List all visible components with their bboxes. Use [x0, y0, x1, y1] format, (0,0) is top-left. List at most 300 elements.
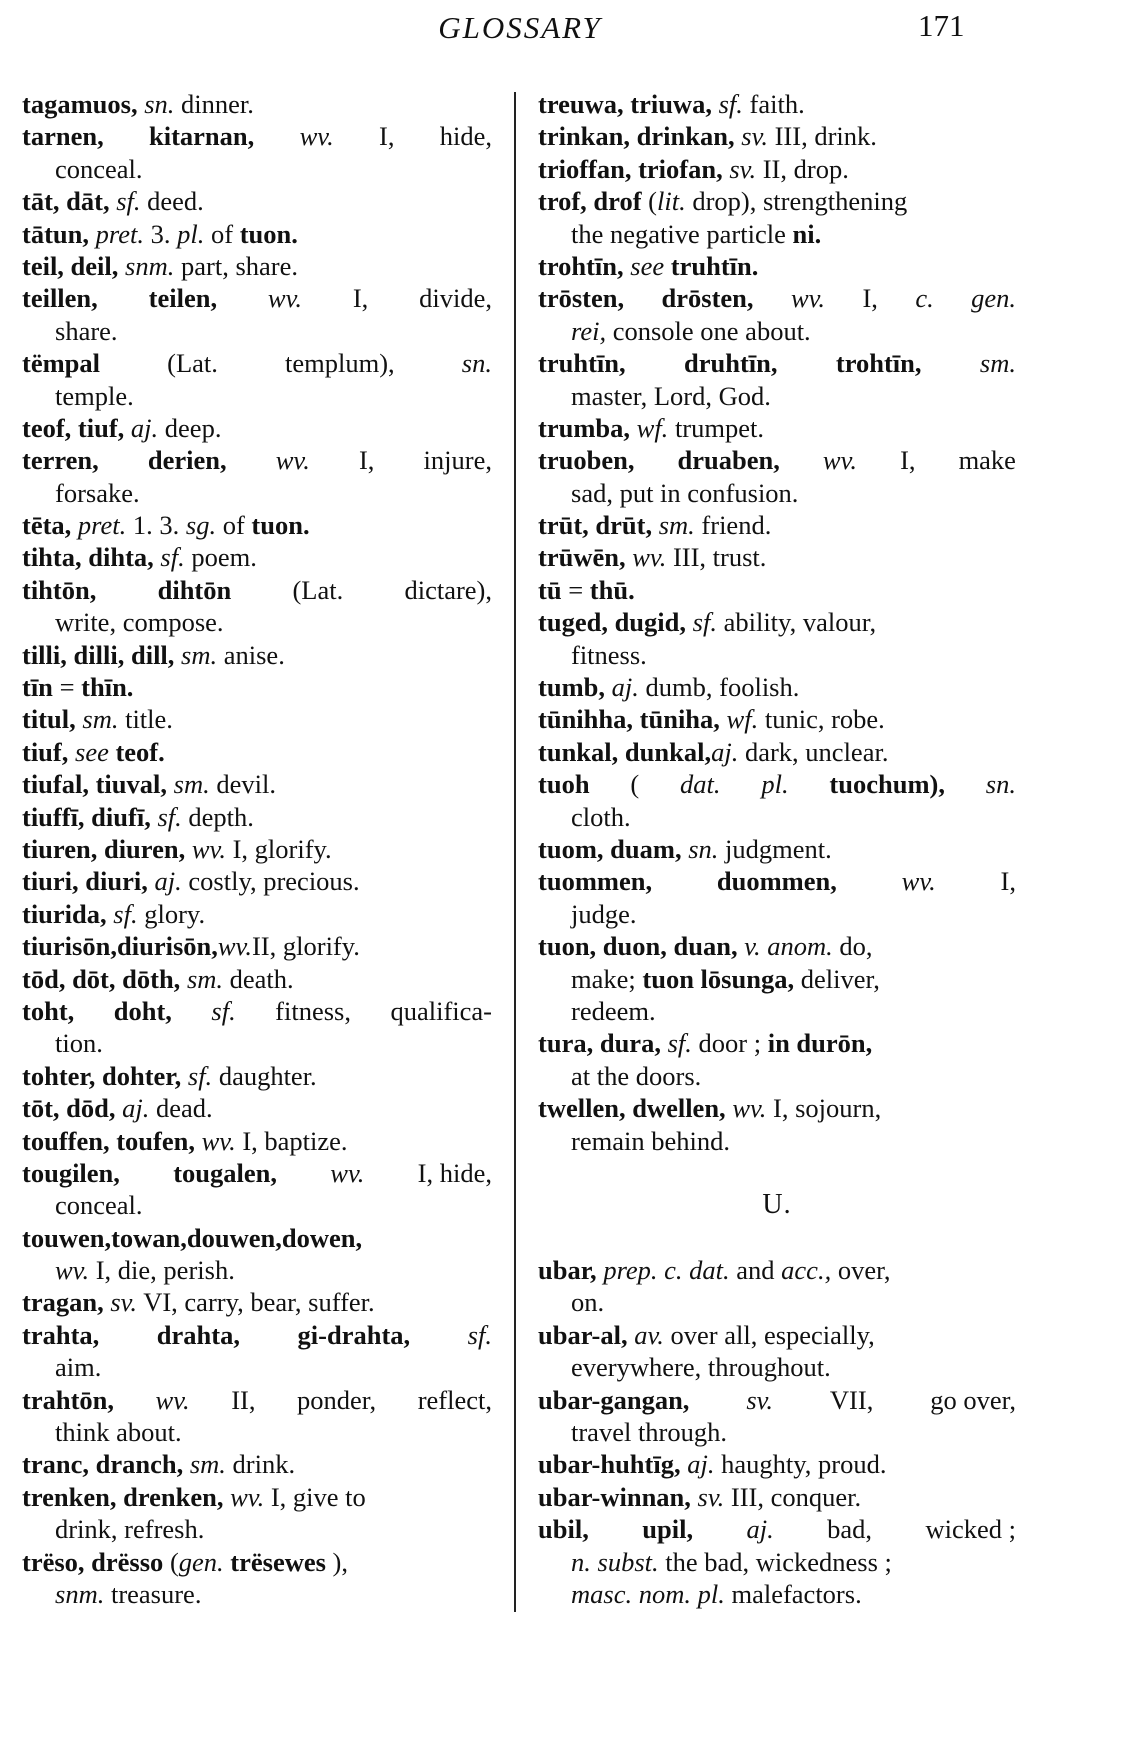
- entry-continuation-line: [538, 218, 1016, 250]
- definition-text: remain behind.: [571, 1125, 730, 1156]
- headword: tū: [538, 574, 562, 605]
- entry-continuation-line: [22, 315, 492, 347]
- definition-text: III, drink.: [767, 121, 877, 152]
- headword: tihtōn,: [22, 574, 97, 605]
- headword: kitarnan,: [149, 121, 255, 152]
- grammar-abbrev: sf.: [718, 89, 743, 119]
- grammar-abbrev: aj.: [154, 866, 182, 897]
- definition-text: deliver,: [794, 963, 880, 994]
- headword: tiuffī, diufī,: [22, 801, 151, 832]
- definition-text: do,: [832, 931, 873, 962]
- entry-line: [22, 736, 492, 768]
- headword: trumba,: [538, 412, 631, 443]
- definition-text: qualifica-: [390, 995, 492, 1026]
- grammar-abbrev: sm.: [658, 510, 695, 541]
- grammar-abbrev: wv.: [330, 1157, 365, 1188]
- headword: touwen,towan,douwen,dowen,: [22, 1222, 363, 1253]
- grammar-abbrev: sm.: [979, 348, 1016, 379]
- entry-line: [538, 250, 1016, 282]
- grammar-abbrev: wv.: [55, 1255, 90, 1286]
- entry-line: [538, 120, 1016, 152]
- definition-text: over all, especially,: [663, 1319, 875, 1350]
- entry-continuation-line: [22, 477, 492, 509]
- entry-continuation-line: [538, 1416, 1016, 1448]
- entry-continuation-line: [538, 1125, 1016, 1157]
- definition-text: share.: [55, 315, 118, 346]
- grammar-abbrev: sm.: [186, 963, 224, 994]
- entry-line: [22, 703, 492, 735]
- grammar-abbrev: sn.: [688, 833, 719, 864]
- grammar-abbrev: sm.: [173, 769, 210, 800]
- headword: trohtīn,: [538, 250, 624, 281]
- entry-line: [538, 1481, 1016, 1513]
- definition-text: [124, 413, 131, 443]
- headword: druaben,: [677, 445, 780, 476]
- grammar-abbrev: aj.: [687, 1449, 715, 1480]
- headword: drōsten,: [661, 283, 754, 314]
- grammar-abbrev: sm.: [189, 1449, 226, 1480]
- entry-line: [538, 153, 1016, 185]
- headword: tātun,: [22, 218, 90, 249]
- grammar-abbrev: sn.: [461, 348, 492, 379]
- definition-text: sad, put in confusion.: [571, 477, 799, 508]
- entry-line: [22, 898, 492, 930]
- definition-text: II, glorify.: [251, 931, 360, 962]
- grammar-abbrev: aj.: [611, 672, 639, 703]
- definition-text: bad,: [827, 1514, 873, 1545]
- grammar-abbrev: sf.: [160, 542, 185, 573]
- headword: tēta,: [22, 510, 72, 541]
- headword: trinkan, drinkan,: [538, 121, 735, 152]
- definition-text: ability, valour,: [716, 607, 877, 638]
- entry-line: [538, 1319, 1016, 1351]
- grammar-abbrev: n. subst.: [571, 1546, 659, 1577]
- column-divider: [514, 92, 516, 1612]
- entry-line: [22, 120, 492, 152]
- definition-text: redeem.: [571, 995, 656, 1026]
- definition-text: fitness.: [571, 639, 647, 670]
- definition-text: think about.: [55, 1417, 182, 1448]
- definition-text: devil.: [209, 769, 276, 800]
- grammar-abbrev: aj.: [130, 412, 159, 443]
- grammar-abbrev: wv.: [191, 833, 226, 864]
- definition-text: [712, 89, 719, 119]
- definition-text: I,: [352, 283, 369, 314]
- entry-line: [22, 282, 492, 314]
- definition-text: =: [561, 574, 590, 605]
- grammar-abbrev: sm.: [181, 639, 218, 670]
- headword: ubar-al,: [538, 1319, 628, 1350]
- definition-text: travel through.: [571, 1417, 728, 1448]
- definition-text: dictare),: [404, 574, 492, 605]
- definition-text: VII,: [829, 1384, 874, 1415]
- definition-text: dead.: [149, 1093, 213, 1124]
- headword: trūt, drūt,: [538, 510, 653, 541]
- headword: tāt, dāt,: [22, 186, 110, 217]
- headword: truoben,: [538, 445, 635, 476]
- page-number: 171: [918, 8, 965, 43]
- definition-text: write, compose.: [55, 607, 224, 638]
- headword: teof.: [115, 736, 165, 767]
- headword: ni.: [792, 218, 822, 249]
- grammar-abbrev: pl.: [177, 218, 205, 249]
- definition-text: hide,: [439, 121, 492, 152]
- grammar-abbrev: sf.: [692, 607, 717, 638]
- grammar-abbrev: sn.: [144, 89, 175, 119]
- definition-text: wicked ;: [925, 1514, 1016, 1545]
- grammar-abbrev: sf.: [187, 1060, 213, 1091]
- definition-text: I, glorify.: [225, 833, 332, 864]
- definition-text: part, share.: [174, 250, 298, 281]
- definition-text: [605, 672, 612, 702]
- definition-text: (: [641, 186, 657, 217]
- definition-text: deep.: [158, 412, 222, 443]
- grammar-abbrev: aj.: [711, 736, 739, 767]
- entry-line: [22, 412, 492, 444]
- grammar-abbrev: lit.: [656, 186, 686, 217]
- entry-line: [22, 574, 492, 606]
- definition-text: 3.: [143, 218, 178, 249]
- grammar-abbrev: pret.: [95, 218, 144, 249]
- entry-continuation-line: [22, 1189, 492, 1221]
- headword: tiuri, diuri,: [22, 866, 148, 897]
- headword: tiurisōn,diurisōn,: [22, 931, 218, 962]
- headword: trenken, drenken,: [22, 1481, 224, 1512]
- grammar-abbrev: gen.: [971, 283, 1016, 314]
- entry-line: [538, 703, 1016, 735]
- grammar-abbrev: pl.: [761, 769, 789, 800]
- headword: tuommen,: [538, 866, 653, 897]
- headword: tura, dura,: [538, 1028, 661, 1059]
- headword: tōt, dōd,: [22, 1093, 116, 1124]
- definition-text: conceal.: [55, 1190, 143, 1221]
- definition-text: VI, carry, bear, suffer.: [137, 1287, 375, 1318]
- definition-text: injure,: [423, 445, 492, 476]
- entry-continuation-line: [22, 1351, 492, 1383]
- headword: tiufal, tiuval,: [22, 769, 168, 800]
- definition-text: death.: [223, 963, 294, 994]
- headword: thīn.: [81, 672, 134, 703]
- headword: tougalen,: [173, 1157, 277, 1188]
- definition-text: trumpet.: [668, 412, 764, 443]
- entry-line: [22, 1384, 492, 1416]
- definition-text: door ;: [691, 1028, 768, 1059]
- headword: duommen,: [716, 866, 837, 897]
- entry-continuation-line: [538, 1060, 1016, 1092]
- definition-text: templum),: [285, 348, 395, 379]
- entry-line: [22, 833, 492, 865]
- headword: drahta,: [156, 1319, 240, 1350]
- entry-line: [22, 1222, 492, 1254]
- entry-line: [538, 865, 1016, 897]
- definition-text: fitness,: [275, 995, 351, 1026]
- entry-line: [538, 541, 1016, 573]
- headword: thū.: [589, 574, 635, 605]
- entry-line: [538, 930, 1016, 962]
- grammar-abbrev: sm.: [82, 704, 119, 735]
- headword: titul,: [22, 704, 76, 735]
- definition-text: depth.: [181, 801, 254, 832]
- entry-line: [538, 509, 1016, 541]
- entry-line: [22, 185, 492, 217]
- headword: dihtōn: [157, 574, 232, 605]
- headword: trësewes: [230, 1546, 326, 1577]
- definition-text: faith.: [742, 89, 805, 119]
- definition-text: [720, 704, 727, 734]
- entry-continuation-line: [22, 1416, 492, 1448]
- headword: tuom, duam,: [538, 833, 682, 864]
- headword: tiurida,: [22, 898, 107, 929]
- headword: truhtīn,: [538, 348, 626, 379]
- headword: tuochum),: [829, 769, 945, 800]
- entry-line: [538, 185, 1016, 217]
- definition-text: [661, 1028, 668, 1058]
- entry-line: [22, 218, 492, 250]
- definition-text: tion.: [55, 1028, 103, 1059]
- headword: trahta,: [22, 1319, 100, 1350]
- headword: tarnen,: [22, 121, 104, 152]
- headword: tougilen,: [22, 1157, 120, 1188]
- grammar-abbrev: snm.: [125, 250, 175, 281]
- entry-continuation-line: [538, 1351, 1016, 1383]
- definition-text: treasure.: [104, 1578, 202, 1609]
- definition-text: (: [630, 769, 640, 800]
- entry-continuation-line: [538, 315, 1016, 347]
- entry-line: [538, 1092, 1016, 1124]
- entry-continuation-line: [22, 380, 492, 412]
- grammar-abbrev: sv.: [729, 153, 757, 184]
- headword: upil,: [642, 1514, 694, 1545]
- definition-text: [68, 737, 75, 767]
- entry-line: [22, 1125, 492, 1157]
- entry-continuation-line: [538, 380, 1016, 412]
- headword: tilli, dilli, dill,: [22, 639, 175, 670]
- headword: tumb,: [538, 672, 606, 703]
- headword: tūnihha, tūniha,: [538, 704, 720, 735]
- entry-continuation-line: [538, 1546, 1016, 1578]
- entry-line: [22, 1546, 492, 1578]
- grammar-abbrev: sn.: [985, 769, 1016, 800]
- definition-text: tunic, robe.: [758, 704, 885, 735]
- definition-text: judgment.: [718, 833, 832, 864]
- grammar-abbrev: wv.: [732, 1093, 767, 1124]
- definition-text: forsake.: [55, 477, 140, 508]
- definition-text: dinner.: [174, 89, 254, 119]
- entry-line: [22, 347, 492, 379]
- definition-text: I,: [379, 121, 395, 152]
- entry-line: [538, 1448, 1016, 1480]
- definition-text: I, sojourn,: [766, 1093, 882, 1124]
- definition-text: [89, 219, 96, 249]
- definition-text: friend.: [694, 510, 772, 541]
- definition-text: of: [204, 218, 240, 249]
- headword: ubil,: [538, 1514, 589, 1545]
- entry-line: [22, 444, 492, 476]
- grammar-abbrev: aj.: [746, 1514, 774, 1545]
- definition-text: [167, 769, 174, 799]
- headword: ubar-gangan,: [538, 1384, 690, 1415]
- grammar-abbrev: wv.: [230, 1481, 265, 1512]
- headword: ubar-huhtīg,: [538, 1449, 681, 1480]
- definition-text: [652, 510, 659, 540]
- grammar-abbrev: gen.: [178, 1546, 224, 1577]
- entry-continuation-line: [538, 477, 1016, 509]
- headword: tuged, dugid,: [538, 607, 687, 638]
- headword: tëmpal: [22, 348, 101, 379]
- headword: tranc, dranch,: [22, 1449, 184, 1480]
- definition-text: I,: [1000, 866, 1016, 897]
- headword: treuwa, triuwa,: [538, 89, 712, 119]
- grammar-abbrev: see: [630, 250, 665, 281]
- grammar-abbrev: aj.: [122, 1093, 150, 1124]
- entry-continuation-line: [22, 153, 492, 185]
- grammar-abbrev: wv.: [822, 445, 858, 476]
- entry-line: [538, 574, 1016, 606]
- definition-text: dumb, foolish.: [638, 672, 800, 703]
- spacer: [538, 1222, 1016, 1254]
- entry-continuation-line: [22, 1513, 492, 1545]
- entry-line: [22, 509, 492, 541]
- definition-text: console one about.: [606, 315, 811, 346]
- definition-text: I, give to: [264, 1481, 366, 1512]
- headword: tiuf,: [22, 736, 69, 767]
- headword: tiuren, diuren,: [22, 833, 186, 864]
- headword: tihta, dihta,: [22, 542, 154, 573]
- headword: twellen, dwellen,: [538, 1093, 726, 1124]
- definition-text: ponder,: [297, 1384, 377, 1415]
- definition-text: =: [52, 672, 82, 703]
- definition-text: deed.: [140, 186, 204, 217]
- headword: teil, deil,: [22, 250, 119, 281]
- grammar-abbrev: sv.: [741, 121, 768, 152]
- grammar-abbrev: sv.: [697, 1481, 725, 1512]
- headword: tuon lōsunga,: [642, 963, 795, 994]
- definition-text: [71, 510, 78, 540]
- definition-text: malefactors.: [724, 1578, 862, 1609]
- headword: druhtīn,: [683, 348, 778, 379]
- definition-text: (Lat.: [292, 574, 344, 605]
- headword: teillen,: [22, 283, 98, 314]
- headword: tīn: [22, 672, 53, 703]
- definition-text: [686, 607, 693, 637]
- definition-text: III, trust.: [666, 542, 767, 573]
- definition-text: cloth.: [571, 801, 631, 832]
- definition-text: II, drop.: [756, 153, 849, 184]
- headword: trëso, drësso: [22, 1546, 164, 1577]
- definition-text: go over,: [930, 1384, 1016, 1415]
- entry-line: [538, 1384, 1016, 1416]
- entry-line: [538, 282, 1016, 314]
- entry-line: [22, 541, 492, 573]
- entry-line: [22, 88, 492, 120]
- grammar-abbrev: wf.: [726, 704, 759, 735]
- definition-text: everywhere, throughout.: [571, 1352, 831, 1383]
- grammar-abbrev: c.: [915, 283, 934, 314]
- headword: trohtīn,: [835, 348, 922, 379]
- definition-text: I,: [358, 445, 375, 476]
- grammar-abbrev: see: [75, 736, 109, 767]
- entry-line: [22, 1157, 492, 1189]
- grammar-abbrev: pret.: [77, 510, 127, 541]
- grammar-abbrev: sv.: [110, 1287, 138, 1318]
- headword: teof, tiuf,: [22, 412, 125, 443]
- headword: trahtōn,: [22, 1384, 115, 1415]
- definition-text: haughty, proud.: [714, 1449, 887, 1480]
- definition-text: II,: [231, 1384, 256, 1415]
- glossary-column-right: [538, 88, 1016, 1610]
- definition-text: costly, precious.: [181, 866, 360, 897]
- entry-continuation-line: [538, 963, 1016, 995]
- definition-text: [183, 1449, 190, 1479]
- entry-line: [22, 639, 492, 671]
- entry-line: [22, 1319, 492, 1351]
- definition-text: drop), strengthening: [685, 186, 908, 217]
- headword: tunkal, dunkal,: [538, 736, 712, 767]
- headword: gi-drahta,: [297, 1319, 411, 1350]
- headword: trof, drof: [538, 186, 642, 217]
- entry-line: [22, 963, 492, 995]
- grammar-abbrev: av.: [634, 1319, 664, 1350]
- entry-continuation-line: [22, 606, 492, 638]
- entry-line: [22, 1092, 492, 1124]
- entry-line: [22, 1060, 492, 1092]
- entry-continuation-line: [22, 1027, 492, 1059]
- grammar-abbrev: sf.: [157, 801, 182, 832]
- grammar-abbrev: sf.: [211, 995, 236, 1026]
- headword: trioffan, triofan,: [538, 153, 723, 184]
- entry-line: [22, 1286, 492, 1318]
- entry-line: [538, 671, 1016, 703]
- grammar-abbrev: rei,: [571, 315, 607, 346]
- entry-line: [22, 1448, 492, 1480]
- definition-text: on.: [571, 1287, 605, 1318]
- entry-continuation-line: [538, 801, 1016, 833]
- headword: tuon, duon, duan,: [538, 931, 738, 962]
- definition-text: anise.: [217, 639, 285, 670]
- headword: tōd, dōt, dōth,: [22, 963, 181, 994]
- headword: terren,: [22, 445, 99, 476]
- grammar-abbrev: wv.: [632, 542, 667, 573]
- definition-text: the negative particle: [571, 218, 793, 249]
- grammar-abbrev: sf.: [113, 898, 138, 929]
- glossary-column-left: [22, 88, 492, 1610]
- definition-text: I, baptize.: [235, 1125, 348, 1156]
- entry-line: [22, 801, 492, 833]
- grammar-abbrev: wv.: [901, 866, 936, 897]
- page-title: GLOSSARY: [438, 10, 602, 45]
- entry-line: [538, 412, 1016, 444]
- headword: tagamuos,: [22, 89, 138, 119]
- definition-text: of: [216, 510, 252, 541]
- headword: truhtīn.: [670, 250, 759, 281]
- entry-continuation-line: [538, 1578, 1016, 1610]
- entry-line: [538, 736, 1016, 768]
- entry-line: [22, 1481, 492, 1513]
- headword: ubar-winnan,: [538, 1481, 691, 1512]
- definition-text: I, die, perish.: [89, 1255, 235, 1286]
- definition-text: drink.: [225, 1449, 296, 1480]
- grammar-abbrev: wv.: [217, 931, 252, 962]
- definition-text: and: [729, 1255, 782, 1286]
- definition-text: at the doors.: [571, 1060, 702, 1091]
- grammar-abbrev: sv.: [746, 1384, 774, 1415]
- entry-continuation-line: [538, 639, 1016, 671]
- grammar-abbrev: masc. nom. pl.: [571, 1578, 725, 1609]
- headword: tuoh: [538, 769, 590, 800]
- definition-text: [195, 1126, 202, 1156]
- headword: ubar,: [538, 1255, 597, 1286]
- grammar-abbrev: sg.: [185, 510, 217, 541]
